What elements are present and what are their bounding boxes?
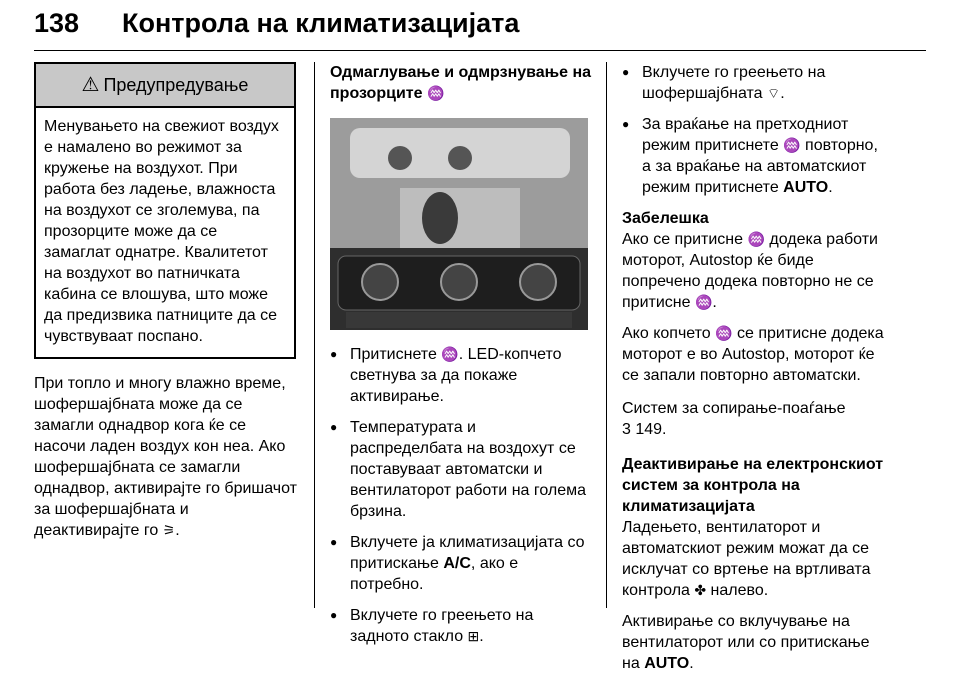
paragraph-text: .: [689, 655, 694, 672]
list-item-text: Вклучете го греењето на задното стакло: [350, 607, 534, 645]
defrost-icon: ♒: [715, 325, 733, 341]
auto-label: AUTO: [783, 179, 829, 196]
list-item-text: , ако е потребно.: [350, 555, 519, 593]
climate-control-photo: [330, 118, 588, 330]
list-item-text: . LED-копчето светнува за да покаже активирање.: [350, 346, 562, 405]
list-item: [330, 532, 592, 595]
column-2: [330, 62, 592, 657]
warning-text: Менувањето на свежиот воздух е намалено во режимот за кружење на воздухот. При работа без ладење, влажноста на воздухот се зголемува, па прозорците може да се замаглат однатре. Квалитетот на воздухот во патничката кабина се влошува, што може да предизвика патниците да се чувствуваат поспано.: [44, 118, 279, 345]
warning-triangle-icon: ⚠: [81, 73, 100, 96]
paragraph: [622, 517, 890, 601]
defrost-icon: ♒: [426, 85, 445, 101]
column-divider: [606, 62, 607, 608]
cross-reference: [622, 398, 890, 440]
paragraph-text: Ладењето, вентилаторот и автоматскиот режим можат да се исклучат со вртење на вртливата контрола: [622, 519, 871, 599]
section-heading: [330, 62, 592, 104]
section-heading: Деактивирање на електронскиот систем за контрола на климатизацијата: [622, 456, 884, 515]
list-item: [622, 114, 890, 198]
list-item-text: .: [828, 179, 833, 196]
note-text: [622, 323, 890, 386]
paragraph: [622, 611, 890, 674]
column-1: [34, 62, 298, 541]
warning-box: [34, 62, 296, 359]
defrost-icon: ♒: [783, 137, 801, 153]
note-text-part: додека работи моторот, Autostop ќе биде попречено додека повторно не се притисне: [622, 231, 878, 311]
note-text-part: се притисне додека моторот е во Autostop, моторот ќе се запали повторно автоматски.: [622, 325, 884, 384]
defrost-icon: ♒: [747, 231, 765, 247]
ac-label: A/C: [443, 555, 471, 572]
defrost-icon: ♒: [694, 294, 713, 310]
rear-window-heating-icon: ⊞: [467, 628, 480, 644]
list-item: [330, 417, 592, 522]
auto-label: AUTO: [644, 655, 690, 672]
paragraph: При топло и многу влажно време, шофершајбната може да се замагли однадвор кога ќе се насочи ладен воздух кон неа. Ако шофершајбната се замагли однадвор, активирајте го бришачот за шофершајбната и деактивирајте го ⚞.: [34, 375, 298, 539]
page-header: [34, 6, 934, 50]
header-rule: [34, 50, 926, 51]
warning-header: [36, 64, 294, 108]
list-item: [330, 605, 592, 647]
instruction-list: [330, 344, 592, 647]
note-text-part: Ако копчето: [622, 325, 716, 342]
cross-reference-page: 3 149.: [622, 421, 667, 438]
list-item-text: .: [479, 628, 484, 645]
note-text: [622, 229, 890, 313]
page-title: Контрола на климатизацијата: [122, 8, 520, 38]
fan-icon: ✤: [694, 582, 707, 598]
cross-reference-text: Систем за сопирање-поаѓање: [622, 400, 846, 417]
list-item: [622, 62, 890, 104]
list-item-text: Притиснете: [350, 346, 442, 363]
list-item: [330, 344, 592, 407]
note-text-part: Ако се притисне: [622, 231, 748, 248]
note-heading: Забелешка: [622, 210, 709, 227]
list-item-text: Вклучете ја климатизацијата со притискање: [350, 534, 585, 572]
page-number: 138: [34, 8, 80, 38]
note-text-part: .: [712, 294, 717, 311]
wiper-icon: ⚞: [162, 522, 176, 538]
column-divider: [314, 62, 315, 608]
warning-title: Предупредување: [103, 74, 249, 95]
list-item-text: Температурата и распределбата на воздохут се поставуваат автоматски и вентилаторот работи на голема брзина.: [350, 419, 587, 520]
paragraph-text: налево.: [706, 582, 769, 599]
paragraph-text: При топло и многу влажно време, шофершајбната може да се замагли однадвор кога ќе се насочи ладен воздух кон неа. Ако шофершајбната се замагли однадвор, активирајте го бришачот за шофершајбната и деактивирајте го: [34, 375, 298, 539]
list-item-text: За враќање на претходниот режим притиснете: [642, 116, 849, 154]
paragraph-text: Активирање со вклучување на вентилаторот или со притискање на: [622, 613, 870, 672]
column-3: [622, 62, 890, 674]
list-item-text: .: [780, 85, 785, 102]
list-item-text: повторно, а за враќање на автоматскиот режим притиснете: [642, 137, 878, 196]
windscreen-heating-icon: ⌔: [767, 85, 781, 101]
section-heading-text: Одмаглување и одмрзнување на прозорците: [330, 64, 592, 102]
list-item-text: Вклучете го греењето на шофершајбната: [642, 64, 826, 102]
instruction-list: [622, 62, 890, 198]
climate-panel-illustration: [330, 118, 588, 330]
defrost-icon: ♒: [441, 346, 459, 362]
